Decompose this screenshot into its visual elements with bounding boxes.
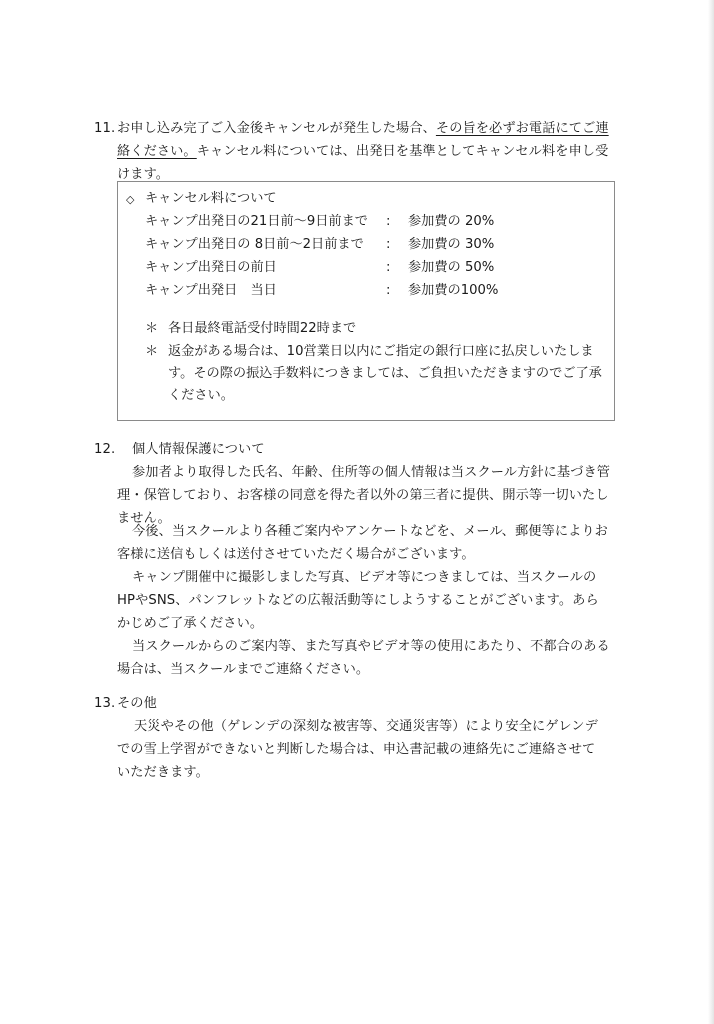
- section-12-number: 12.: [94, 442, 116, 457]
- section-13-line: 天災やその他（ゲレンデの深刻な被害等、交通災害等）により安全にゲレンデ: [134, 719, 598, 734]
- cancellation-period-4: キャンプ出発日 当日: [145, 283, 277, 298]
- section-13-line: いただきます。: [117, 765, 209, 780]
- section-11-line-3: けます。: [117, 167, 170, 182]
- section-11-underlined-text-cont: 絡ください。: [117, 144, 197, 159]
- cancellation-period-3: キャンプ出発日の前日: [145, 260, 277, 275]
- section-12-line: 場合は、当スクールまでご連絡ください。: [117, 662, 370, 677]
- section-12-line: 今後、当スクールより各種ご案内やアンケートなどを、メール、郵便等によりお: [132, 524, 608, 539]
- cancellation-period-1: キャンプ出発日の21日前〜9日前まで: [145, 214, 368, 229]
- cancellation-note-1: 各日最終電話受付時間22時まで: [168, 321, 357, 336]
- section-12-line: 当スクールからのご案内等、また写真やビデオ等の使用にあたり、不都合のある: [132, 639, 610, 654]
- section-11-line-2-text: キャンセル料については、出発日を基準としてキャンセル料を申し受: [196, 144, 609, 159]
- cancellation-period-2: キャンプ出発日の 8日前〜2日前まで: [145, 237, 364, 252]
- diamond-bullet-icon: ◇: [126, 193, 135, 206]
- section-12-line: ません。: [117, 511, 171, 526]
- section-11-line-1: [117, 117, 609, 140]
- cancellation-fee-4: 参加費の100%: [408, 283, 499, 298]
- cancellation-note-2-line-2: す。その際の振込手数料につきましては、ご負担いただきますのでご了承: [168, 366, 602, 381]
- section-11-number: 11.: [94, 121, 116, 136]
- cancellation-fee-2: 参加費の 30%: [408, 237, 495, 252]
- section-12-line: キャンプ開催中に撮影しました写真、ビデオ等につきましては、当スクールの: [132, 570, 597, 585]
- asterisk-bullet-icon: ＊: [145, 321, 159, 336]
- cancellation-title: キャンセル料について: [145, 191, 277, 206]
- section-13-line: での雪上学習ができないと判断した場合は、申込書記載の連絡先にご連絡させて: [117, 742, 596, 757]
- cancellation-note-2-line-1: 返金がある場合は、10営業日以内にご指定の銀行口座に払戻しいたしま: [168, 344, 594, 359]
- section-13-number: 13.: [94, 696, 116, 711]
- cancellation-fee-1: 参加費の 20%: [408, 214, 495, 229]
- cancellation-sep-2: :: [386, 237, 391, 252]
- cancellation-sep-4: :: [386, 283, 391, 298]
- section-12-line: かじめご了承ください。: [117, 616, 264, 631]
- section-11-line-2: [117, 140, 608, 163]
- cancellation-sep-1: :: [386, 214, 391, 229]
- section-11-line-1-text: お申し込み完了ご入金後キャンセルが発生した場合、: [117, 121, 436, 136]
- section-12-line: 客様に送信もしくは送付させていただく場合がございます。: [117, 547, 475, 562]
- section-12-line: 理・保管しており、お客様の同意を得た者以外の第三者に提供、開示等一切いたし: [117, 488, 609, 503]
- section-11-underlined-text: その旨を必ずお電話にてご連: [435, 121, 609, 136]
- section-12-line: 参加者より取得した氏名、年齢、住所等の個人情報は当スクール方針に基づき管: [132, 465, 611, 480]
- section-12-line: HPやSNS、パンフレットなどの広報活動等にしようすることがございます。あら: [117, 593, 599, 608]
- cancellation-sep-3: :: [386, 260, 391, 275]
- asterisk-bullet-icon: ＊: [145, 344, 159, 359]
- cancellation-note-2-line-3: ください。: [168, 388, 234, 403]
- page-edge-shadow: [708, 0, 714, 1024]
- section-12-title: 個人情報保護について: [132, 442, 265, 457]
- cancellation-fee-3: 参加費の 50%: [408, 260, 495, 275]
- section-13-title: その他: [117, 696, 157, 711]
